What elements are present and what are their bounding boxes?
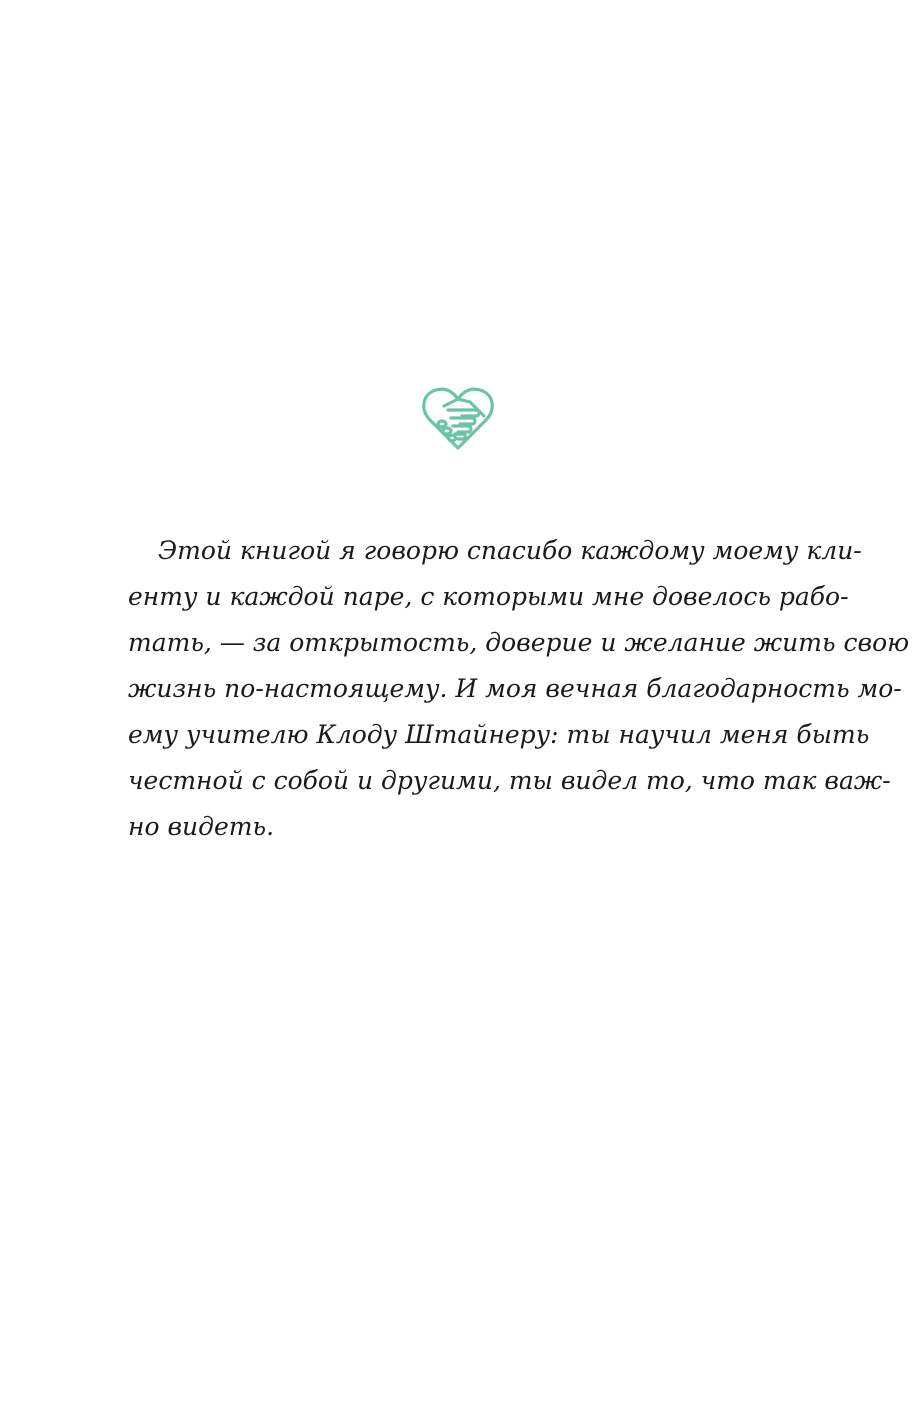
dedication-line: честной с собой и другими, ты видел то, что так важ- <box>128 766 891 795</box>
dedication-line: тать, — за открытость, доверие и желание жить свою <box>128 628 910 657</box>
dedication-line: ему учителю Клоду Штайнеру: ты научил меня быть <box>128 720 870 749</box>
dedication-line: енту и каждой паре, с которыми мне довелось рабо- <box>128 582 849 611</box>
dedication-line: жизнь по-настоящему. И моя вечная благодарность мо- <box>128 674 902 703</box>
handshake-heart-icon <box>418 382 498 454</box>
dedication-line: Этой книгой я говорю спасибо каждому моему кли- <box>158 536 862 565</box>
dedication-line: но видеть. <box>128 812 275 841</box>
dedication-text <box>128 528 910 850</box>
